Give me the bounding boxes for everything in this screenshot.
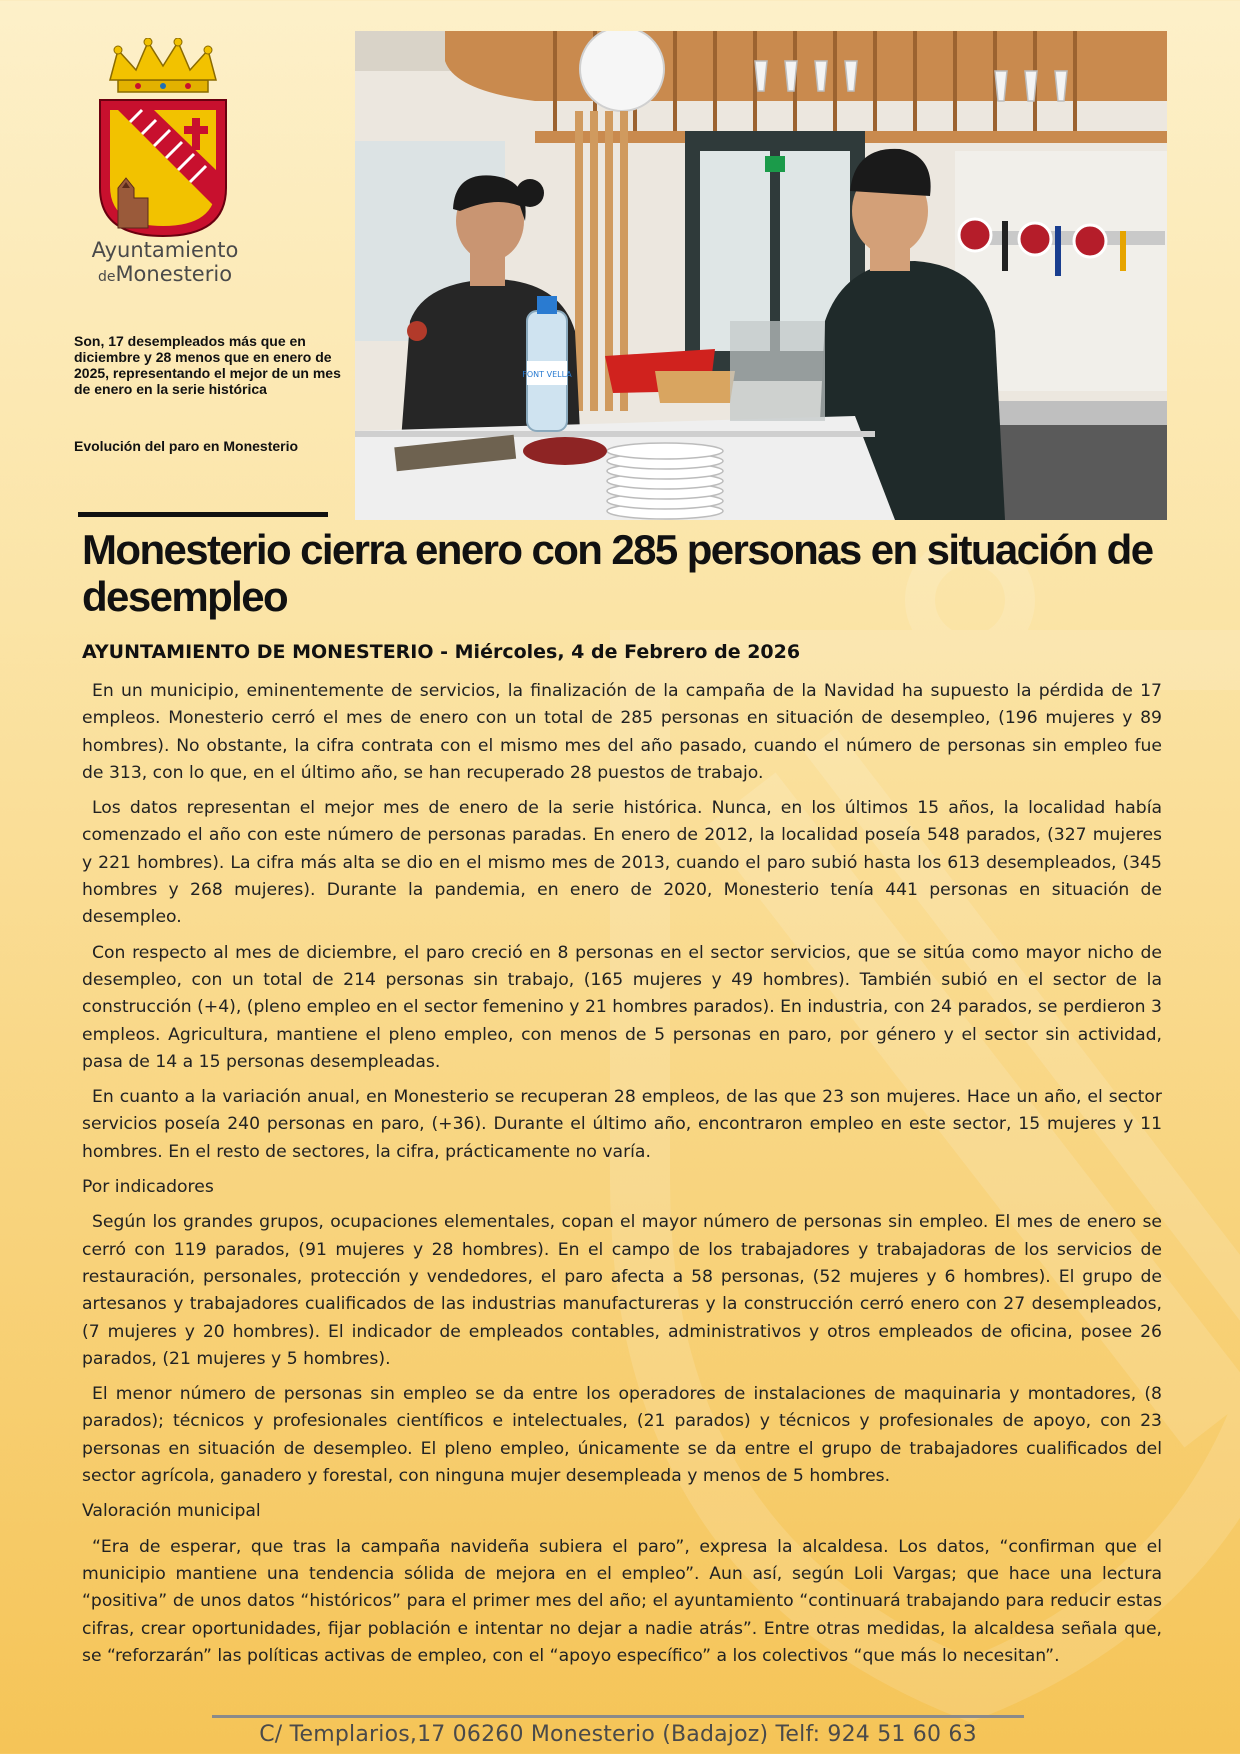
shield-icon (100, 100, 226, 236)
image-caption: Evolución del paro en Monesterio (74, 438, 299, 454)
bottle-label: FONT VELLA (522, 370, 572, 379)
article-subtitle: Son, 17 desempleados más que en diciembre y 28 menos que en enero de 2025, representando el mejor de un mes de enero en la serie histórica (74, 333, 341, 397)
article-body (82, 678, 1162, 1678)
water-bottle-icon (522, 296, 572, 431)
paragraph: En cuanto a la variación anual, en Monesterio se recuperan 28 empleos, de las que 23 son mujeres. Hace un año, el sector servicios poseía 240 personas en paro, (+36). Durante el último año, encontraron empleo en este sector, 15 mujeres y 11 hombres. En el resto de sectores, la cifra, prácticamente no varía. (82, 1087, 1162, 1162)
section-heading: Por indicadores (82, 1177, 214, 1198)
footer-address: C/ Templarios,17 06260 Monesterio (Badajoz) Telf: 924 51 60 63 (259, 1722, 977, 1747)
article-byline: AYUNTAMIENTO DE MONESTERIO - Miércoles, 4 de Febrero de 2026 (82, 641, 801, 663)
paragraph: Los datos representan el mejor mes de enero de la serie histórica. Nunca, en los últimos 15 años, la localidad había comenzado el año con este número de personas paradas. En enero de 2012, la localidad poseía 548 parados, (327 mujeres y 221 hombres). La cifra más alta se dio en el mismo mes de 2013, cuando el paro subió hasta los 613 desempleados, (345 hombres y 268 mujeres). Durante la pandemia, en enero de 2020, Monesterio tenía 441 personas en situación de desempleo. (82, 798, 1162, 928)
paragraph: En un municipio, eminentemente de servicios, la finalización de la campaña de la Navidad ha supuesto la pérdida de 17 empleos. Monesterio cerró el mes de enero con un total de 285 personas en situación de desempleo, (196 mujeres y 89 hombres). No obstante, la cifra contrata con el mismo mes del año pasado, cuando el número de personas sin empleo fue de 313, con lo que, en el último año, se han recuperado 28 puestos de trabajo. (82, 681, 1162, 783)
paragraph: Con respecto al mes de diciembre, el paro creció en 8 personas en el sector servicios, que se sitúa como mayor nicho de desempleo, con un total de 214 personas sin trabajo, (165 mujeres y 49 hombres). También subió en el sector de la construcción (+4), (pleno empleo en el sector femenino y 21 hombres parados). En industria, con 24 parados, se perdieron 3 empleos. Agricultura, mantiene el pleno empleo, con menos de 5 personas en paro, por género y el sector sin actividad, pasa de 14 a 15 personas desempleadas. (82, 942, 1162, 1072)
paragraph: “Era de esperar, que tras la campaña navideña subiera el paro”, expresa la alcaldesa. Los datos, “confirman que el municipio mantiene una tendencia sólida de mejora en el empleo”. Aun así, según Loli Vargas; que hace una lectura “positiva” de unos datos “históricos” para el primer mes del año; el ayuntamiento “continuará trabajando para reducir estas cifras, crear oportunidades, fijar población e intentar no dejar a nadie atrás”. Entre otras medidas, la alcaldesa señala que, se “reforzarán” las políticas activas de empleo, con el “apoyo específico” a los colectivos “que más lo necesitan”. (82, 1536, 1162, 1666)
logo-wordmark (80, 238, 250, 289)
footer-divider (212, 1715, 1024, 1718)
logo-line2-prefix: de (97, 269, 116, 285)
crown-icon (110, 38, 216, 92)
paragraph: Según los grandes grupos, ocupaciones elementales, copan el mayor número de personas sin empleo. El mes de enero se cerró con 119 parados, (91 mujeres y 28 hombres). En el campo de los trabajadores y trabajadoras de los servicios de restauración, personales, protección y vendedores, el paro afecta a 58 personas, (52 mujeres y 6 hombres). El grupo de artesanos y trabajadores cualificados de las industrias manufactureras y la construcción cerró enero con 27 desempleados, (7 mujeres y 20 hombres). El indicador de empleados contables, administrativos y otros empleados de oficina, posee 26 parados, (21 mujeres y 5 hombres). (82, 1212, 1162, 1369)
article-headline: Monesterio cierra enero con 285 personas en situación de desempleo (82, 526, 1153, 620)
logo-line2: Monesterio (115, 262, 233, 286)
paragraph: El menor número de personas sin empleo se da entre los operadores de instalaciones de maquinaria y montadores, (8 parados); técnicos y profesionales científicos e intelectuales, (21 parados) y técnicos y profesionales de apoyo, con 23 personas en situación de desempleo. El pleno empleo, únicamente se da entre el grupo de trabajadores cualificados del sector agrícola, ganadero y forestal, con ninguna mujer desempleada y menos de 5 hombres. (82, 1384, 1162, 1487)
article-photo (355, 31, 1167, 520)
section-heading: Valoración municipal (82, 1501, 261, 1522)
logo-line1: Ayuntamiento (91, 238, 239, 262)
title-divider (78, 512, 328, 517)
